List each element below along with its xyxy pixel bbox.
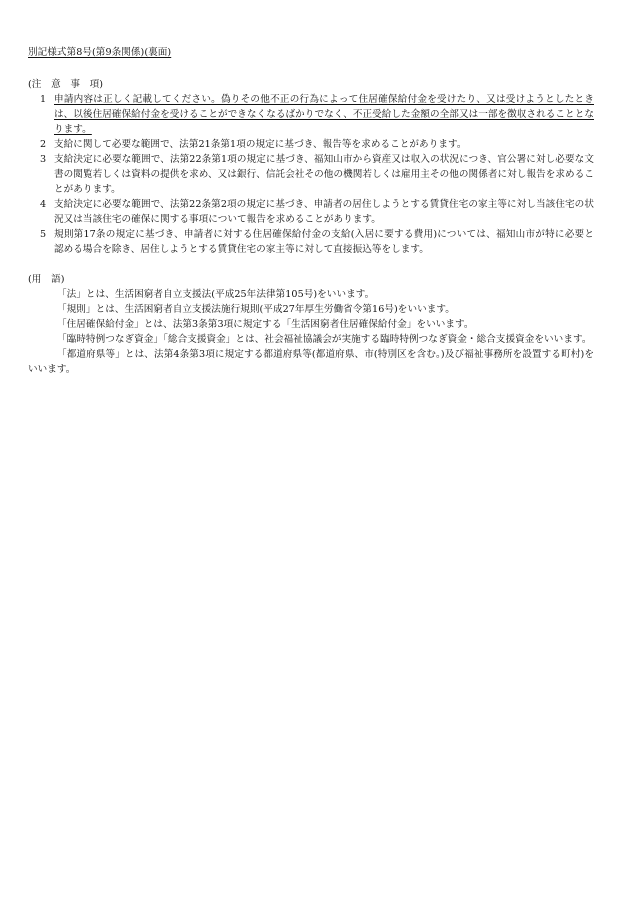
note-text: 支給決定に必要な範囲で、法第22条第1項の規定に基づき、福知山市から資産又は収入の状況につき、官公署に対し必要な文書の閲覧若しくは資料の提供を求め、又は銀行、信託会社その他の機関若しくは雇用主その他の関係者に対し報告を求めることがあります。: [54, 154, 594, 195]
term-definition: 「都道府県等」とは、法第4条第3項に規定する都道府県等(都道府県、市(特別区を含む。)及び福祉事務所を設置する町村)をいいます。: [28, 349, 594, 375]
note-item: [28, 152, 594, 197]
note-item: [28, 137, 594, 152]
note-number: 2: [40, 139, 47, 150]
note-text: 支給に関して必要な範囲で、法第21条第1項の規定に基づき、報告等を求めることがあります。: [54, 139, 467, 150]
term-definition: 「規則」とは、生活困窮者自立支援法施行規則(平成27年厚生労働省令第16号)をいいます。: [57, 304, 455, 315]
note-number: 4: [40, 199, 47, 210]
note-text: 規則第17条の規定に基づき、申請者に対する住居確保給付金の支給(入居に要する費用)については、福知山市が特に必要と認める場合を除き、居住しようとする賃貸住宅の家主等に対して直接振込等をします。: [54, 229, 594, 255]
term-definition: 「法」とは、生活困窮者自立支援法(平成25年法律第105号)をいいます。: [57, 289, 375, 300]
note-text: 申請内容は正しく記載してください。偽りその他不正の行為によって住居確保給付金を受けたり、又は受けようとしたときは、以後住居確保給付金を受けることができなくなるばかりでなく、不正受給した金額の全部又は一部を徴収されることとなります。: [54, 94, 594, 135]
term-definition: 「住居確保給付金」とは、法第3条第3項に規定する「生活困窮者住居確保給付金」をいいます。: [57, 319, 474, 330]
note-item: [28, 92, 594, 137]
note-item: [28, 227, 594, 257]
term-definition: 「臨時特例つなぎ資金」「総合支援資金」とは、社会福祉協議会が実施する臨時特例つなぎ資金・総合支援資金をいいます。: [57, 334, 592, 345]
form-title: 別記様式第8号(第9条関係)(裏面): [28, 47, 172, 58]
note-number: 3: [40, 154, 47, 165]
document-body: [28, 45, 594, 377]
note-text: 支給決定に必要な範囲で、法第22条第2項の規定に基づき、申請者の居住しようとする賃貸住宅の家主等に対し当該住宅の状況又は当該住宅の確保に関する事項について報告を求めることがあります。: [54, 199, 594, 225]
notes-list: [28, 92, 594, 257]
terms-section: [28, 272, 594, 377]
notes-heading: (注 意 事 項): [28, 79, 104, 90]
note-item: [28, 197, 594, 227]
note-number: 5: [40, 229, 47, 240]
note-number: 1: [40, 94, 47, 105]
terms-heading: (用 語): [28, 274, 65, 285]
